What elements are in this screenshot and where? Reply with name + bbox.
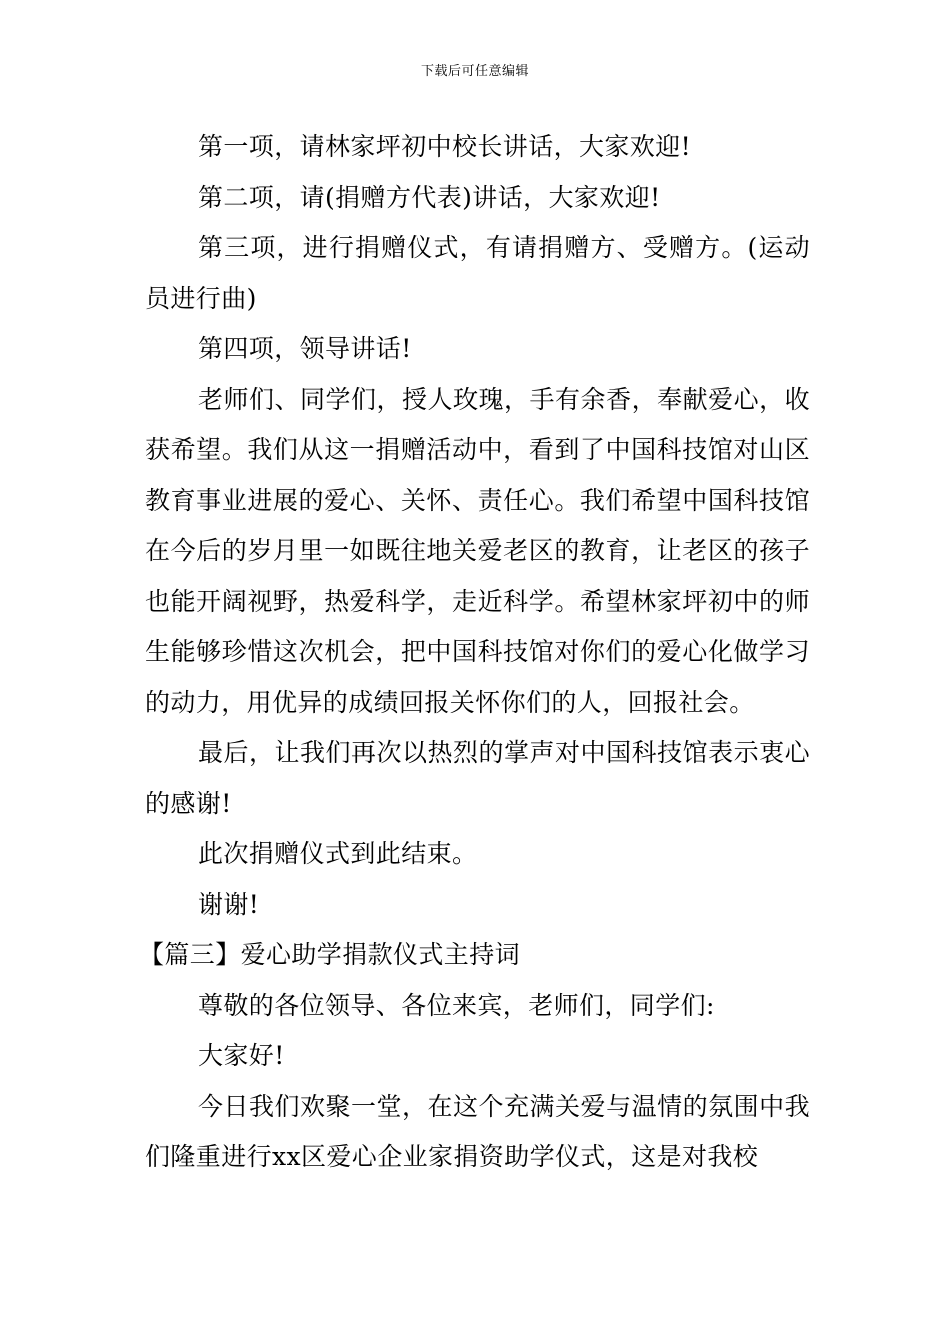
paragraph-salutation: 尊敬的各位领导、各位来宾，老师们，同学们:: [198, 990, 715, 1020]
paragraph-thank-you: 谢谢!: [198, 889, 260, 919]
paragraph-ceremony-end: 此次捐赠仪式到此结束。: [198, 839, 478, 868]
paragraph-opening: 今日我们欢聚一堂，在这个充满关爱与温情的氛围中我们隆重进行xx区爱心企业家捐资助学仪式，这是对我校: [145, 1091, 810, 1171]
document-body: [139, 122, 810, 1183]
section-heading: 【篇三】爱心助学捐款仪式主持词: [139, 940, 521, 969]
paragraph-item-3: 第三项，进行捐赠仪式，有请捐赠方、受赠方。(运动员进行曲): [145, 233, 810, 313]
paragraph-item-4: 第四项，领导讲话!: [198, 334, 412, 363]
paragraph-greeting: 大家好!: [198, 1041, 285, 1070]
paragraph-thanks: 最后，让我们再次以热烈的掌声对中国科技馆表示衷心的感谢!: [145, 738, 810, 818]
paragraph-item-1: 第一项，请林家坪初中校长讲话，大家欢迎!: [198, 132, 692, 161]
paragraph-closing-speech: 老师们、同学们，授人玫瑰，手有余香，奉献爱心，收获希望。我们从这一捐赠活动中，看到了中国科技馆对山区教育事业进展的爱心、关怀、责任心。我们希望中国科技馆在今后的岁月里一如既往地关爱老区的教育，让老区的孩子也能开阔视野，热爱科学，走近科学。希望林家坪初中的师生能够珍惜这次机会，把中国科技馆对你们的爱心化做学习的动力，用优异的成绩回报关怀你们的人，回报社会。: [145, 384, 810, 717]
page-header-note: 下载后可任意编辑: [420, 64, 529, 79]
paragraph-item-2: 第二项，请(捐赠方代表)讲话，大家欢迎!: [198, 182, 661, 212]
